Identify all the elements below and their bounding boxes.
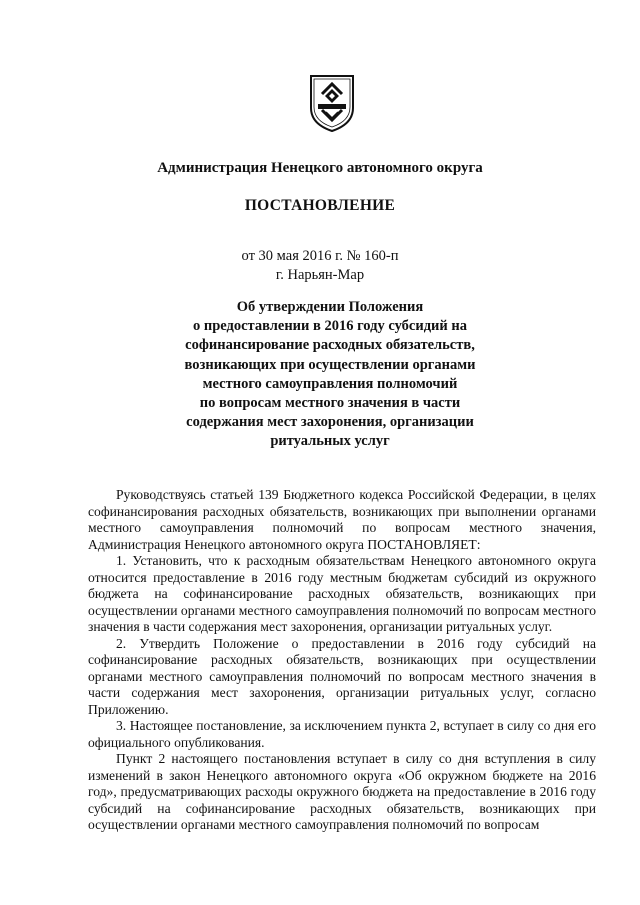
document-type: ПОСТАНОВЛЕНИЕ [244,197,396,214]
clause-2-effective-paragraph: Пункт 2 настоящего постановления вступает в силу со дня вступления в силу изменений в закон Ненецкого автономного округа «Об окружном бюджете на 2016 год», предусматривающих расходы окружного бюджета на предоставление в 2016 году субсидий на софинансирование расходных обязательств, возникающих при осуществлении органами местного самоуправления полномочий по вопросам [88,751,596,832]
clause-2-paragraph: 2. Утвердить Положение о предоставлении в 2016 году субсидий на софинансирование расходных обязательств, возникающих при осуществлении органами местного самоуправления полномочий по вопросам местного значения в части содержания мест захоронения, организации ритуальных услуг, согласно Приложению. [88,635,596,717]
title-line: по вопросам местного значения в части [199,395,461,412]
date-number: от 30 мая 2016 г. № 160-п [241,248,399,264]
document-title [120,298,540,452]
organization-name: Администрация Ненецкого автономного округа [157,160,483,176]
clause-3-paragraph: 3. Настоящее постановление, за исключением пункта 2, вступает в силу со дня его официального опубликования. [88,718,596,750]
document-body [88,487,596,834]
date-place-block [0,247,640,285]
city: г. Нарьян-Мар [275,267,365,283]
title-line: ритуальных услуг [270,433,390,450]
title-line: возникающих при осуществлении органами [184,356,476,373]
title-line: содержания мест захоронения, организации [186,414,474,431]
clause-1-paragraph: 1. Установить, что к расходным обязательствам Ненецкого автономного округа относится предоставление в 2016 году местным бюджетам субсидий из окружного бюджета на софинансирование расходных обязательств, возникающих при осуществлении органами местного самоуправления полномочий по вопросам местного значения в части содержания мест захоронения, организации ритуальных услуг. [88,553,596,634]
title-line: местного самоуправления полномочий [202,375,458,392]
preamble-paragraph: Руководствуясь статьей 139 Бюджетного кодекса Российской Федерации, в целях софинансирования расходных обязательств, возникающих при выполнении органами местного самоуправления полномочий по вопросам местного значения, Администрация Ненецкого автономного округа ПОСТАНОВЛЯЕТ: [88,487,596,552]
title-line: Об утверждении Положения [236,299,424,315]
title-line: софинансирование расходных обязательств, [185,337,475,354]
title-line: о предоставлении в 2016 году субсидий на [193,318,467,335]
coat-of-arms-icon [308,72,356,134]
